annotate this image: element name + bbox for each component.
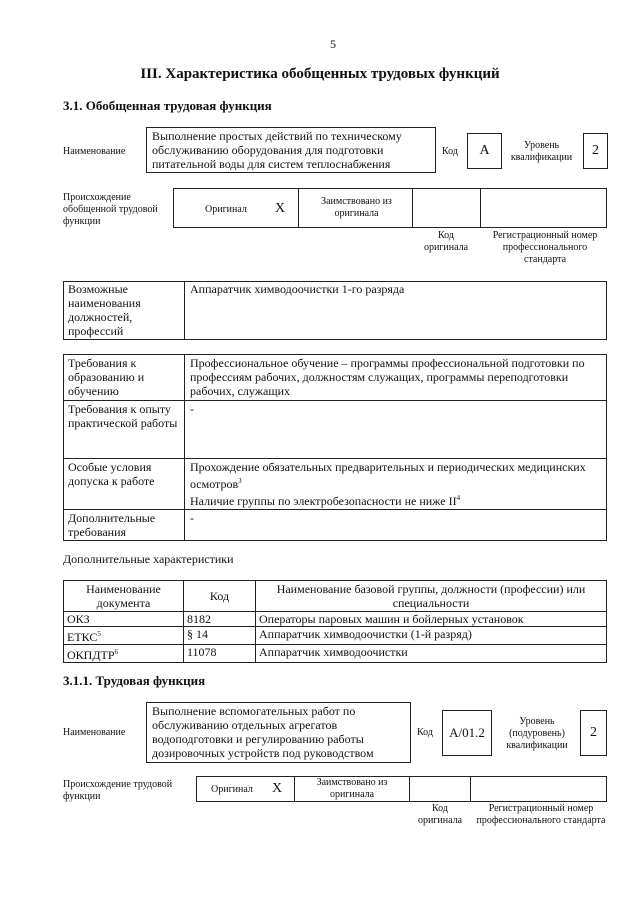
additional-table: [63, 580, 607, 663]
requirement-line: Прохождение обязательных предварительных и периодических медицинских осмотров: [190, 460, 586, 491]
requirement-label: Дополнительные требования: [64, 510, 185, 541]
additional-title: Дополнительные характеристики: [63, 552, 234, 566]
header-name: Наименование базовой группы, должности (профессии) или специальности: [256, 581, 607, 612]
gtf-code-value: А: [467, 133, 502, 169]
code-cell: 11078: [184, 645, 256, 663]
gtf-code-label: Код: [442, 146, 458, 157]
header-document: Наименование документа: [64, 581, 184, 612]
doc-cell: [64, 645, 184, 663]
gtf-heading: 3.1. Обобщенная трудовая функция: [63, 98, 272, 113]
requirement-label: Требования к образованию и обучению: [64, 355, 185, 401]
tf-level-label: Уровень (подуровень) квалификации: [506, 716, 568, 751]
gtf-name-label: Наименование: [63, 146, 126, 157]
footnote-ref: 3: [238, 477, 242, 485]
page-number: 5: [330, 37, 336, 51]
gtf-reg-number-label: Регистрационный номер профессионального стандарта: [492, 230, 598, 265]
positions-label: Возможные наименования должностей, профессий: [64, 282, 185, 340]
name-cell: Операторы паровых машин и бойлерных установок: [256, 612, 607, 627]
gtf-code-original-label: Код оригинала: [423, 230, 469, 253]
table-row: [64, 627, 607, 645]
requirement-row: [64, 459, 607, 510]
tf-code-value: А/01.2: [442, 710, 492, 756]
doc-cell: [64, 612, 184, 627]
tf-origin-label: Происхождение трудовой функции: [63, 779, 173, 802]
code-cell: § 14: [184, 627, 256, 645]
gtf-original-label: Оригинал: [205, 204, 247, 215]
requirement-line: Наличие группы по электробезопасности не ниже II: [190, 494, 457, 508]
requirements-table: [63, 354, 607, 541]
section-title: III. Характеристика обобщенных трудовых функций: [140, 66, 500, 82]
tf-code-label: Код: [417, 727, 433, 738]
footnote-ref: 4: [456, 494, 461, 502]
positions-value: Аппаратчик химводоочистки 1-го разряда: [185, 282, 607, 340]
tf-level-value: 2: [580, 710, 607, 756]
gtf-name-value: Выполнение простых действий по техническому обслуживанию оборудования для подготовки питательной воды для систем теплоснабжения: [146, 127, 436, 173]
tf-name-value: Выполнение вспомогательных работ по обслуживанию отдельных агрегатов водоподготовки и регулированию работы дозировочных устройств под руководством: [146, 702, 411, 763]
tf-original-mark: X: [272, 781, 283, 796]
tf-reg-number-label: Регистрационный номер профессионального стандарта: [476, 803, 606, 826]
gtf-level-value: 2: [583, 133, 608, 169]
tf-original-label: Оригинал: [211, 784, 253, 795]
requirement-label: Требования к опыту практической работы: [64, 401, 185, 459]
requirement-value: -: [185, 510, 607, 541]
tf-code-original-label: Код оригинала: [417, 803, 463, 826]
gtf-level-label: Уровень квалификации: [510, 140, 573, 163]
requirement-row: [64, 355, 607, 401]
footnote-ref: 6: [114, 648, 119, 656]
table-row: [64, 612, 607, 627]
requirement-row: [64, 510, 607, 541]
code-cell: 8182: [184, 612, 256, 627]
gtf-borrowed-label: Заимствовано из оригинала: [321, 196, 392, 219]
doc-cell: [64, 627, 184, 645]
name-cell: Аппаратчик химводоочистки: [256, 645, 607, 663]
tf-borrowed-label: Заимствовано из оригинала: [316, 777, 388, 800]
name-cell: Аппаратчик химводоочистки (1-й разряд): [256, 627, 607, 645]
requirement-label: Особые условия допуска к работе: [64, 459, 185, 510]
doc-name: ЕТКС: [67, 630, 98, 644]
requirement-value: Профессиональное обучение – программы профессиональной подготовки по профессиям рабочих, должностям служащих, программы переподготовки рабочих, служащих: [185, 355, 607, 401]
doc-name: ОКПДТР: [67, 648, 115, 662]
requirement-value: -: [185, 401, 607, 459]
requirement-row: [64, 401, 607, 459]
tf-name-label: Наименование: [63, 727, 126, 738]
gtf-original-mark: X: [275, 201, 286, 216]
positions-table: [63, 281, 607, 340]
header-code: Код: [184, 581, 256, 612]
table-row: [64, 645, 607, 663]
requirement-value: [185, 459, 607, 510]
tf-heading: 3.1.1. Трудовая функция: [63, 673, 206, 688]
footnote-ref: 5: [97, 630, 101, 638]
doc-name: ОКЗ: [67, 612, 90, 626]
gtf-origin-label: Происхождение обобщенной трудовой функции: [63, 192, 158, 227]
